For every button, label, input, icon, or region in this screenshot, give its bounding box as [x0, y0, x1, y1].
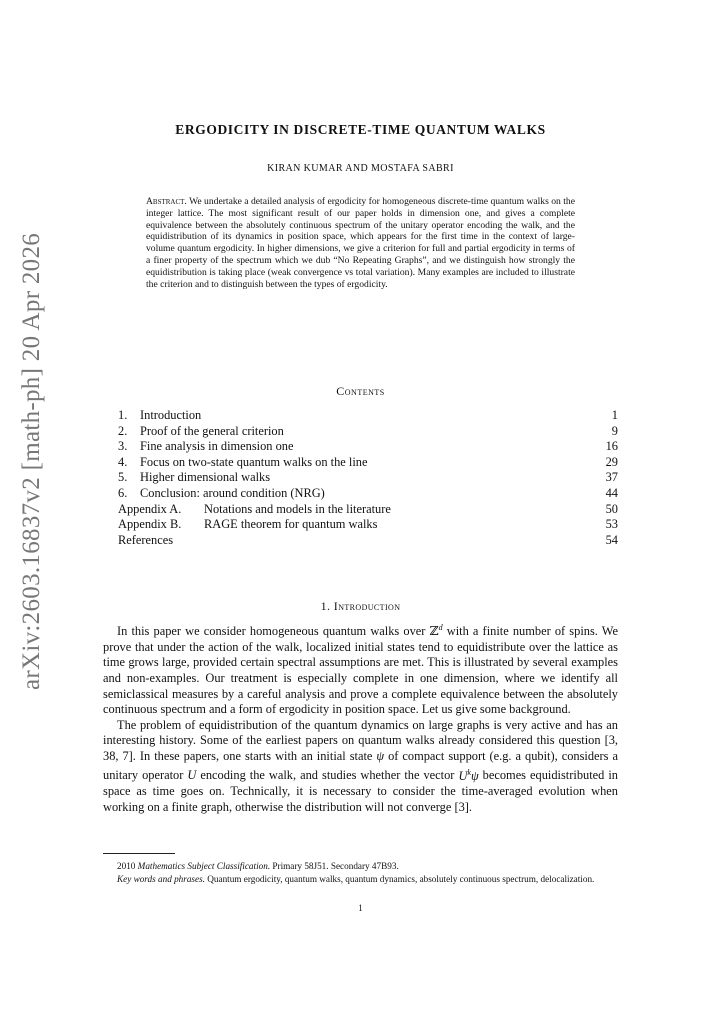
toc-number: 5. [118, 470, 128, 485]
introduction-body [103, 620, 618, 815]
math-zd: ℤ$^d$ [429, 623, 443, 639]
paper-title: ERGODICITY IN DISCRETE-TIME QUANTUM WALKS [175, 122, 546, 137]
toc-row [118, 455, 618, 471]
toc-row [118, 424, 618, 440]
abstract-label: Abstract. [146, 196, 187, 207]
math-u: U [187, 768, 197, 783]
toc-label: RAGE theorem for quantum walks [204, 517, 378, 532]
toc-label: Introduction [140, 408, 202, 422]
toc-number: 4. [118, 454, 128, 469]
table-of-contents [118, 408, 618, 548]
abstract [146, 196, 575, 290]
footnote-msc: 2010 Mathematics Subject Classification. Primary 58J51. Secondary 47B93. [117, 861, 399, 871]
toc-page: 54 [605, 532, 618, 547]
toc-label: Higher dimensional walks [140, 470, 271, 485]
toc-page: 44 [605, 485, 618, 500]
footnote-rule [103, 853, 175, 854]
toc-row [118, 486, 618, 502]
footnote [103, 860, 618, 885]
contents-heading: Contents [336, 384, 385, 398]
toc-page: 29 [605, 454, 618, 469]
page-number: 1 [358, 903, 363, 913]
toc-label: References [118, 532, 174, 547]
toc-row [118, 533, 618, 549]
toc-row [118, 517, 618, 533]
paper-authors: KIRAN KUMAR AND MOSTAFA SABRI [267, 163, 454, 174]
arxiv-identifier: arXiv:2603.16837v2 [math-ph] 20 Apr 2026 [18, 232, 45, 690]
toc-page: 1 [611, 408, 618, 422]
toc-number: 6. [118, 485, 128, 500]
footnote-keywords: Key words and phrases. Quantum ergodicity, quantum walks, quantum dynamics, absolutely continuous spectrum, delocalization. [117, 873, 595, 884]
toc-page: 16 [605, 439, 618, 454]
toc-page: 37 [605, 470, 618, 485]
toc-number: Appendix B. [118, 517, 182, 532]
toc-label: Focus on two-state quantum walks on the line [140, 454, 368, 469]
toc-row [118, 470, 618, 486]
toc-label: Conclusion: around condition (NRG) [140, 485, 325, 500]
toc-number: 2. [118, 423, 128, 438]
toc-row [118, 439, 618, 455]
intro-paragraph-1: In this paper we consider homogeneous quantum walks over ℤ$^d$ with a finite number of spins. We prove that under the action of the walk, localized initial states tend to equidistribute over the lattice as time grows large, provided certain spectral assumptions are met. This is illustrated by several examples and non-examples. Our treatment is especially complete in one dimension, where we identify all semiclassical measures by a careful analysis and prove a complete equivalence between the absolutely continuous spectrum and a form of ergodicity in position space. Let us give some background. [103, 623, 619, 717]
toc-row [118, 408, 618, 424]
intro-paragraph-2: The problem of equidistribution of the quantum dynamics on large graphs is very active and has an interesting history. Some of the earliest papers on quantum walks already considered this question [3, 38, 7]. In these papers, one starts with an initial state ψ of compact support (e.g. a qubit), considers a unitary operator U encoding the walk, and studies whether the vector $U^k\psi$ becomes equidistributed in space as time goes on. Technically, it is necessary to consider the time-averaged evolution when working on a finite graph, otherwise the distribution will not converge [3]. [103, 717, 618, 814]
toc-label: Proof of the general criterion [140, 423, 284, 438]
toc-number: Appendix A. [118, 501, 182, 516]
toc-page: 53 [605, 517, 618, 532]
toc-row [118, 502, 618, 518]
section-heading-introduction: 1. Introduction [320, 599, 401, 613]
math-ukpsi: $U^k\psi$ [458, 767, 479, 783]
math-psi: ψ [376, 748, 385, 763]
toc-page: 50 [605, 501, 618, 516]
toc-number: 1. [118, 408, 128, 422]
toc-label: Fine analysis in dimension one [140, 439, 294, 454]
toc-label: Notations and models in the literature [204, 501, 391, 516]
toc-page: 9 [611, 423, 618, 438]
abstract-text: We undertake a detailed analysis of ergodicity for homogeneous discrete-time quantum walks on the integer lattice. The most significant result of our paper holds in dimension one, and gives a complete equivalence between the absolutely continuous spectrum of the unitary operator encoding the walk, and the equidistribution of its dynamics in position space, which appears for the first time in the context of large-volume quantum ergodicity. In higher dimensions, we give a criterion for full and partial ergodicity in terms of a finer property of the spectrum which we dub “No Repeating Graphs”, and we distinguish how strongly the equidistribution is taking place (weak convergence vs total variation). Many examples are included to illustrate the criterion and to distinguish between the types of ergodicity. [146, 196, 575, 290]
toc-number: 3. [118, 439, 128, 454]
